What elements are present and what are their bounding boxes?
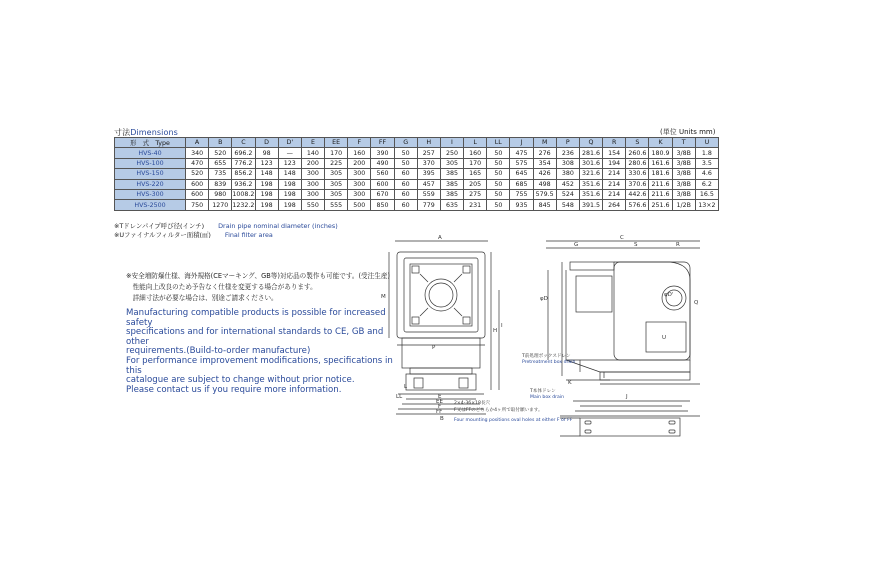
value-cell: 236 bbox=[556, 148, 579, 158]
value-cell: 16.5 bbox=[695, 189, 718, 199]
value-cell: 50 bbox=[487, 200, 510, 210]
dim-label-l: L bbox=[404, 384, 408, 390]
value-cell: 214 bbox=[603, 189, 626, 199]
value-cell: 198 bbox=[278, 189, 301, 199]
value-cell: 50 bbox=[487, 189, 510, 199]
value-cell: 354 bbox=[533, 158, 556, 168]
value-cell: 305 bbox=[325, 169, 348, 179]
dim-label-f: F bbox=[438, 404, 442, 410]
value-cell: 160 bbox=[348, 148, 371, 158]
column-header: U bbox=[695, 138, 718, 148]
value-cell: 685 bbox=[510, 179, 533, 189]
value-cell: 300 bbox=[348, 189, 371, 199]
column-header: C bbox=[232, 138, 255, 148]
callout-pretreat-jp: T前処理ボックスドレン bbox=[522, 354, 571, 359]
dim-label-ff: FF bbox=[436, 409, 443, 415]
value-cell: 735 bbox=[209, 169, 232, 179]
value-cell: 555 bbox=[325, 200, 348, 210]
column-header: J bbox=[510, 138, 533, 148]
dim-label-p: P bbox=[432, 345, 436, 351]
note-filter-en: Final filter area bbox=[224, 231, 273, 239]
value-cell: 60 bbox=[394, 179, 417, 189]
value-cell: 576.6 bbox=[626, 200, 649, 210]
value-cell: 645 bbox=[510, 169, 533, 179]
en-notice-line: specifications and for international standards to CE, GB and other bbox=[126, 327, 384, 347]
value-cell: 50 bbox=[394, 158, 417, 168]
column-header: F bbox=[348, 138, 371, 148]
value-cell: 123 bbox=[278, 158, 301, 168]
dim-label-dp: φD' bbox=[664, 292, 674, 298]
en-notice-line: requirements.(Build-to-order manufacture) bbox=[126, 346, 311, 357]
en-notice-line: Manufacturing compatible products is possible for increased safety bbox=[126, 308, 386, 328]
value-cell: 170 bbox=[325, 148, 348, 158]
dim-label-j: J bbox=[626, 394, 628, 400]
value-cell: 635 bbox=[440, 200, 463, 210]
dim-label-e: E bbox=[438, 394, 442, 400]
value-cell: 856.2 bbox=[232, 169, 255, 179]
value-cell: 50 bbox=[487, 169, 510, 179]
dim-label-u: U bbox=[662, 335, 667, 341]
value-cell: 154 bbox=[603, 148, 626, 158]
value-cell: 60 bbox=[394, 189, 417, 199]
value-cell: 257 bbox=[417, 148, 440, 158]
dim-label-c: C bbox=[620, 235, 624, 241]
value-cell: 330.6 bbox=[626, 169, 649, 179]
value-cell: 3/8B bbox=[672, 158, 695, 168]
value-cell: 498 bbox=[533, 179, 556, 189]
value-cell: 200 bbox=[348, 158, 371, 168]
dim-label-s: S bbox=[634, 242, 638, 248]
value-cell: 301.6 bbox=[579, 158, 602, 168]
callout-main-jp: T本体ドレン bbox=[530, 389, 556, 394]
model-cell: HVS-300 bbox=[115, 189, 186, 199]
value-cell: 351.6 bbox=[579, 179, 602, 189]
column-header: S bbox=[626, 138, 649, 148]
column-header: T bbox=[672, 138, 695, 148]
jp-notice-line: 詳細寸法が必要な場合は、別途ご請求ください。 bbox=[126, 294, 278, 302]
value-cell: 214 bbox=[603, 179, 626, 189]
column-header: D bbox=[255, 138, 278, 148]
value-cell: 380 bbox=[556, 169, 579, 179]
value-cell: 148 bbox=[255, 169, 278, 179]
dim-label-a: A bbox=[438, 235, 442, 241]
unit-label: (単位 Units mm) bbox=[660, 128, 716, 136]
value-cell: 935 bbox=[510, 200, 533, 210]
en-notice-line: Please contact us if you require more information. bbox=[126, 384, 342, 395]
value-cell: 50 bbox=[487, 148, 510, 158]
value-cell: 60 bbox=[394, 200, 417, 210]
value-cell: 1/2B bbox=[672, 200, 695, 210]
value-cell: 225 bbox=[325, 158, 348, 168]
column-header: E bbox=[301, 138, 324, 148]
callout-holes-spec: 2×4-36×18長穴 bbox=[454, 401, 491, 406]
value-cell: 264 bbox=[603, 200, 626, 210]
dim-label-d: φD bbox=[540, 296, 548, 302]
value-cell: 452 bbox=[556, 179, 579, 189]
value-cell: 490 bbox=[371, 158, 394, 168]
value-cell: 211.6 bbox=[649, 189, 672, 199]
column-header: B bbox=[209, 138, 232, 148]
note-drain-jp: ※Tドレンパイプ呼び径(インチ) bbox=[114, 222, 205, 230]
value-cell: 600 bbox=[371, 179, 394, 189]
value-cell: 251.6 bbox=[649, 200, 672, 210]
value-cell: 275 bbox=[464, 189, 487, 199]
value-cell: 750 bbox=[186, 200, 209, 210]
callouts bbox=[454, 352, 575, 423]
value-cell: 148 bbox=[278, 169, 301, 179]
callout-holes-en: Four mounting positions oval holes at either F or FF bbox=[454, 418, 573, 423]
value-cell: 300 bbox=[301, 169, 324, 179]
column-header: L bbox=[464, 138, 487, 148]
value-cell: 442.6 bbox=[626, 189, 649, 199]
dim-label-i: I bbox=[501, 323, 503, 329]
en-notice-line: catalogue are subject to change without prior notice. bbox=[126, 375, 355, 386]
value-cell: 50 bbox=[394, 148, 417, 158]
callout-holes-jp: F又はFFのどちらか4ヶ所で取付願います。 bbox=[454, 408, 543, 413]
column-header: P bbox=[556, 138, 579, 148]
value-cell: 211.6 bbox=[649, 179, 672, 189]
value-cell: 696.2 bbox=[232, 148, 255, 158]
dim-label-h: H bbox=[493, 328, 498, 334]
value-cell: 280.6 bbox=[626, 158, 649, 168]
value-cell: 250 bbox=[440, 148, 463, 158]
value-cell: 300 bbox=[348, 169, 371, 179]
dim-label-m: M bbox=[381, 294, 386, 300]
value-cell: 520 bbox=[209, 148, 232, 158]
value-cell: 3/8B bbox=[672, 179, 695, 189]
column-header: Q bbox=[579, 138, 602, 148]
dim-label-r: R bbox=[676, 242, 680, 248]
value-cell: 655 bbox=[209, 158, 232, 168]
value-cell: 6.2 bbox=[695, 179, 718, 189]
value-cell: 579.5 bbox=[533, 189, 556, 199]
value-cell: 198 bbox=[278, 200, 301, 210]
model-cell: HVS-40 bbox=[115, 148, 186, 158]
column-header: R bbox=[603, 138, 626, 148]
column-header: A bbox=[186, 138, 209, 148]
side-view-labels bbox=[540, 235, 699, 400]
value-cell: 276 bbox=[533, 148, 556, 158]
value-cell: 520 bbox=[186, 169, 209, 179]
type-column-header: 形 式 Type bbox=[115, 138, 186, 148]
value-cell: 548 bbox=[556, 200, 579, 210]
value-cell: 850 bbox=[371, 200, 394, 210]
column-header: FF bbox=[371, 138, 394, 148]
value-cell: 161.6 bbox=[649, 158, 672, 168]
jp-notice-line: ※安全増防爆仕様、海外規格(CEマーキング、GB等)対応品の製作も可能です。(受注生産) bbox=[126, 272, 391, 280]
column-header: M bbox=[533, 138, 556, 148]
value-cell: 351.6 bbox=[579, 189, 602, 199]
column-header: D' bbox=[278, 138, 301, 148]
value-cell: 500 bbox=[348, 200, 371, 210]
jp-notice-line: 性能向上改良のため予告なく仕様を変更する場合があります。 bbox=[126, 283, 317, 291]
value-cell: 600 bbox=[186, 179, 209, 189]
value-cell: 370 bbox=[417, 158, 440, 168]
value-cell: 385 bbox=[440, 169, 463, 179]
value-cell: 180.9 bbox=[649, 148, 672, 158]
value-cell: 205 bbox=[464, 179, 487, 189]
column-header: EE bbox=[325, 138, 348, 148]
en-notice-line: For performance improvement modifications, specifications in this bbox=[126, 355, 393, 376]
dim-label-b: B bbox=[440, 416, 444, 422]
value-cell: 470 bbox=[186, 158, 209, 168]
value-cell: 550 bbox=[301, 200, 324, 210]
model-cell: HVS-220 bbox=[115, 179, 186, 189]
value-cell: 170 bbox=[464, 158, 487, 168]
value-cell: 575 bbox=[510, 158, 533, 168]
column-header: G bbox=[394, 138, 417, 148]
base-plan-view bbox=[560, 401, 700, 436]
model-cell: HVS-150 bbox=[115, 169, 186, 179]
value-cell: 559 bbox=[417, 189, 440, 199]
value-cell: 670 bbox=[371, 189, 394, 199]
value-cell: 1270 bbox=[209, 200, 232, 210]
value-cell: 385 bbox=[440, 179, 463, 189]
value-cell: 305 bbox=[325, 189, 348, 199]
model-cell: HVS-2500 bbox=[115, 200, 186, 210]
value-cell: 123 bbox=[255, 158, 278, 168]
value-cell: 3.5 bbox=[695, 158, 718, 168]
value-cell: 391.5 bbox=[579, 200, 602, 210]
value-cell: 980 bbox=[209, 189, 232, 199]
value-cell: 4.6 bbox=[695, 169, 718, 179]
value-cell: 3/8B bbox=[672, 148, 695, 158]
dim-label-ll: LL bbox=[396, 394, 403, 400]
value-cell: 198 bbox=[278, 179, 301, 189]
value-cell: 60 bbox=[394, 169, 417, 179]
value-cell: 181.6 bbox=[649, 169, 672, 179]
value-cell: 140 bbox=[301, 148, 324, 158]
value-cell: 194 bbox=[603, 158, 626, 168]
value-cell: 385 bbox=[440, 189, 463, 199]
value-cell: 281.6 bbox=[579, 148, 602, 158]
value-cell: 98 bbox=[255, 148, 278, 158]
value-cell: 321.6 bbox=[579, 169, 602, 179]
value-cell: 845 bbox=[533, 200, 556, 210]
value-cell: 839 bbox=[209, 179, 232, 189]
value-cell: 936.2 bbox=[232, 179, 255, 189]
value-cell: 308 bbox=[556, 158, 579, 168]
value-cell: 165 bbox=[464, 169, 487, 179]
dimensions-title-jp: 寸法 bbox=[114, 128, 131, 137]
column-header: LL bbox=[487, 138, 510, 148]
callout-main-en: Main box drain bbox=[530, 395, 564, 400]
value-cell: 214 bbox=[603, 169, 626, 179]
column-header: I bbox=[440, 138, 463, 148]
callout-pretreat-en: Pretreatment box drain bbox=[522, 360, 576, 365]
value-cell: 305 bbox=[440, 158, 463, 168]
dim-label-ee: EE bbox=[436, 399, 443, 405]
value-cell: 524 bbox=[556, 189, 579, 199]
value-cell: 457 bbox=[417, 179, 440, 189]
value-cell: 300 bbox=[301, 189, 324, 199]
value-cell: 198 bbox=[255, 200, 278, 210]
column-header: K bbox=[649, 138, 672, 148]
column-header: H bbox=[417, 138, 440, 148]
value-cell: 200 bbox=[301, 158, 324, 168]
value-cell: 50 bbox=[487, 179, 510, 189]
value-cell: 231 bbox=[464, 200, 487, 210]
dimensions-title-en: Dimensions bbox=[130, 128, 178, 137]
value-cell: 300 bbox=[348, 179, 371, 189]
value-cell: 600 bbox=[186, 189, 209, 199]
value-cell: 305 bbox=[325, 179, 348, 189]
value-cell: 560 bbox=[371, 169, 394, 179]
value-cell: 395 bbox=[417, 169, 440, 179]
value-cell: — bbox=[278, 148, 301, 158]
value-cell: 198 bbox=[255, 179, 278, 189]
value-cell: 3/8B bbox=[672, 169, 695, 179]
note-filter-jp: ※Uファイナルフィルター面積(㎡) bbox=[114, 231, 211, 239]
note-drain-en: Drain pipe nominal diameter (inches) bbox=[218, 222, 338, 230]
value-cell: 3/8B bbox=[672, 189, 695, 199]
dim-label-k: K bbox=[568, 380, 572, 386]
dim-label-q: Q bbox=[694, 300, 699, 306]
value-cell: 1.8 bbox=[695, 148, 718, 158]
value-cell: 755 bbox=[510, 189, 533, 199]
value-cell: 340 bbox=[186, 148, 209, 158]
model-cell: HVS-100 bbox=[115, 158, 186, 168]
value-cell: 776.2 bbox=[232, 158, 255, 168]
dim-label-g: G bbox=[574, 242, 579, 248]
value-cell: 198 bbox=[255, 189, 278, 199]
value-cell: 160 bbox=[464, 148, 487, 158]
value-cell: 779 bbox=[417, 200, 440, 210]
value-cell: 370.6 bbox=[626, 179, 649, 189]
value-cell: 13×2 bbox=[695, 200, 718, 210]
value-cell: 260.6 bbox=[626, 148, 649, 158]
value-cell: 1008.2 bbox=[232, 191, 255, 199]
value-cell: 426 bbox=[533, 169, 556, 179]
value-cell: 300 bbox=[301, 179, 324, 189]
value-cell: 50 bbox=[487, 158, 510, 168]
value-cell: 1232.2 bbox=[232, 201, 255, 209]
value-cell: 390 bbox=[371, 148, 394, 158]
value-cell: 475 bbox=[510, 148, 533, 158]
